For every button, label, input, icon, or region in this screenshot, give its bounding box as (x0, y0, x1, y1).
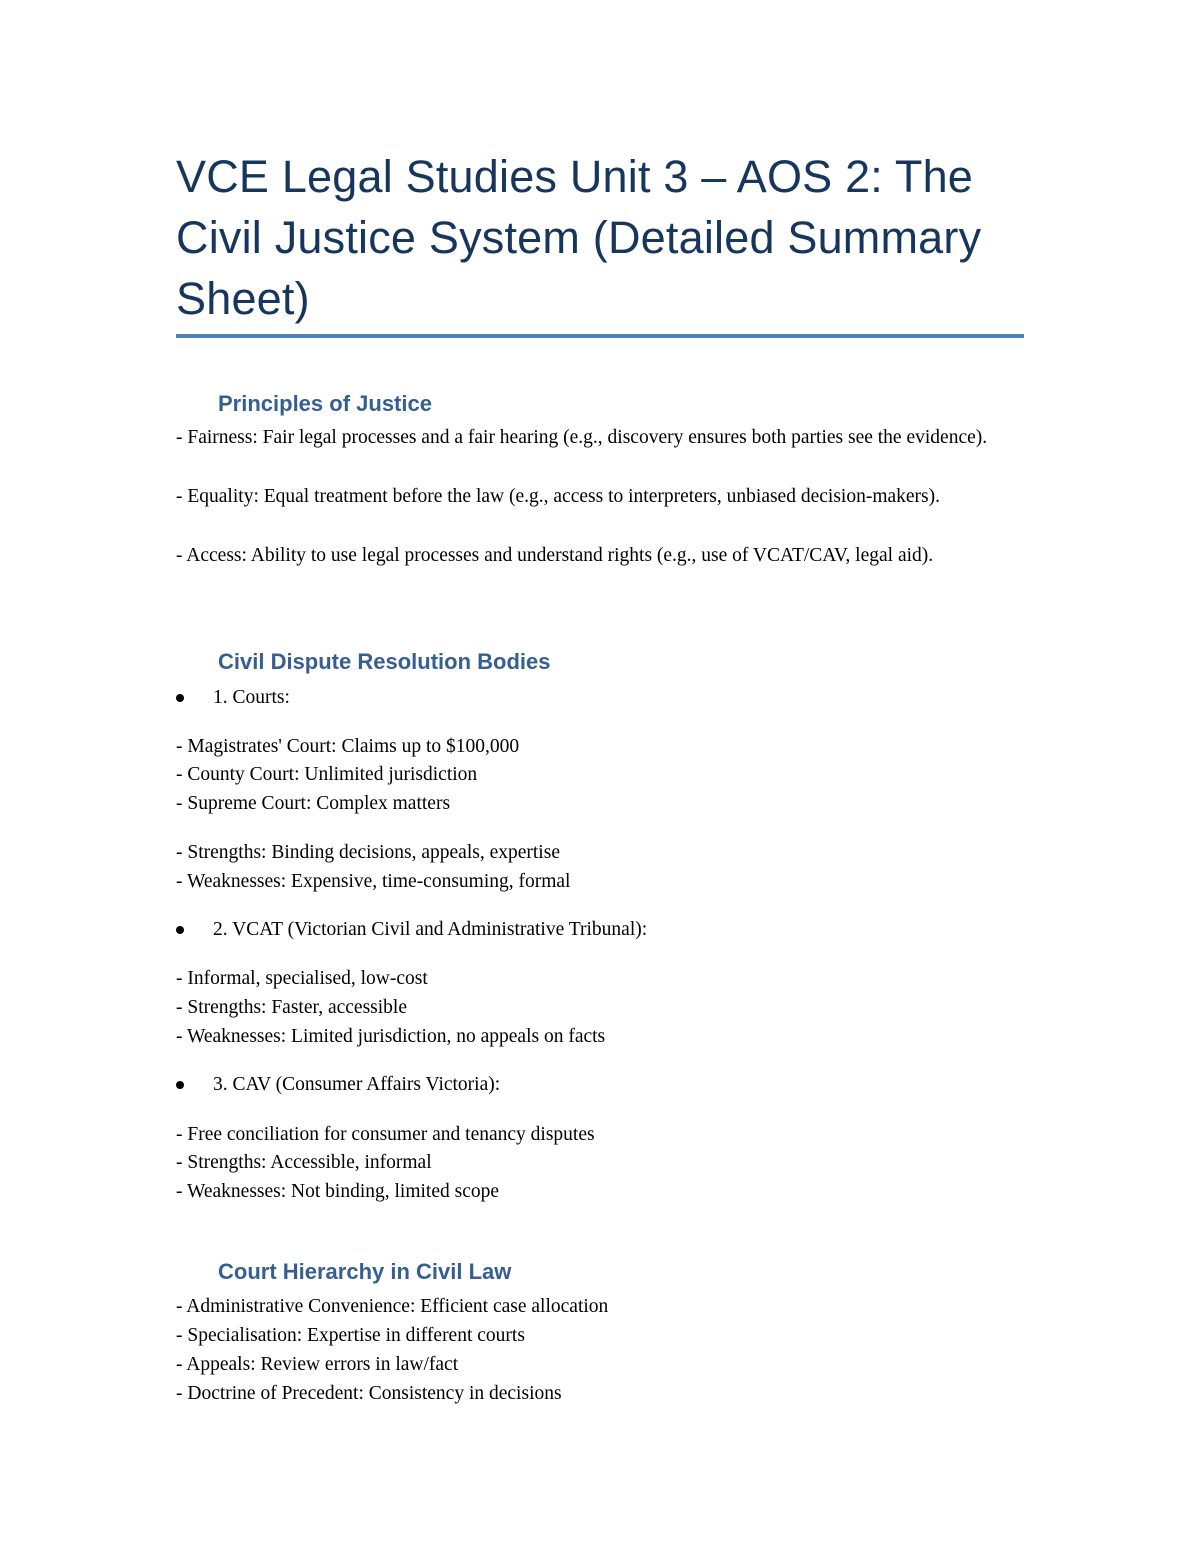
document-title: VCE Legal Studies Unit 3 – AOS 2: The Civil Justice System (Detailed Summary Sheet) (176, 151, 982, 324)
hierarchy-specialisation: - Specialisation: Expertise in different courts (176, 1325, 525, 1346)
vcat-weaknesses: - Weaknesses: Limited jurisdiction, no appeals on facts (176, 1026, 606, 1047)
vcat-bullet-label: 2. VCAT (Victorian Civil and Administrative Tribunal): (213, 919, 648, 940)
bullet-icon (176, 1081, 184, 1089)
hierarchy-precedent: - Doctrine of Precedent: Consistency in decisions (176, 1383, 562, 1404)
courts-bullet-label: 1. Courts: (213, 687, 290, 708)
courts-strengths: - Strengths: Binding decisions, appeals, expertise (176, 842, 560, 863)
principle-fairness: - Fairness: Fair legal processes and a fair hearing (e.g., discovery ensures both parties see the evidence). (176, 427, 988, 448)
hierarchy-appeals: - Appeals: Review errors in law/fact (176, 1354, 459, 1375)
heading-principles-of-justice: Principles of Justice (218, 391, 432, 416)
principle-equality: - Equality: Equal treatment before the law (e.g., access to interpreters, unbiased decision-makers). (176, 486, 940, 507)
bullet-icon (176, 926, 184, 934)
cav-weaknesses: - Weaknesses: Not binding, limited scope (176, 1181, 500, 1202)
cav-strengths: - Strengths: Accessible, informal (176, 1152, 432, 1173)
vcat-line-informal: - Informal, specialised, low-cost (176, 968, 428, 989)
principle-access: - Access: Ability to use legal processes and understand rights (e.g., use of VCAT/CAV, legal aid). (176, 545, 934, 566)
bullet-icon (176, 694, 184, 702)
vcat-strengths: - Strengths: Faster, accessible (176, 997, 407, 1018)
courts-line-supreme: - Supreme Court: Complex matters (176, 793, 451, 814)
title-underline-rule (176, 334, 1024, 338)
heading-civil-dispute-resolution-bodies: Civil Dispute Resolution Bodies (218, 649, 551, 674)
cav-line-conciliation: - Free conciliation for consumer and tenancy disputes (176, 1124, 595, 1145)
courts-line-county: - County Court: Unlimited jurisdiction (176, 764, 478, 785)
courts-weaknesses: - Weaknesses: Expensive, time-consuming, formal (176, 871, 571, 892)
courts-line-magistrates: - Magistrates' Court: Claims up to $100,000 (176, 736, 520, 757)
cav-bullet-label: 3. CAV (Consumer Affairs Victoria): (213, 1074, 501, 1095)
heading-court-hierarchy: Court Hierarchy in Civil Law (218, 1259, 512, 1284)
hierarchy-admin-convenience: - Administrative Convenience: Efficient case allocation (176, 1296, 609, 1317)
